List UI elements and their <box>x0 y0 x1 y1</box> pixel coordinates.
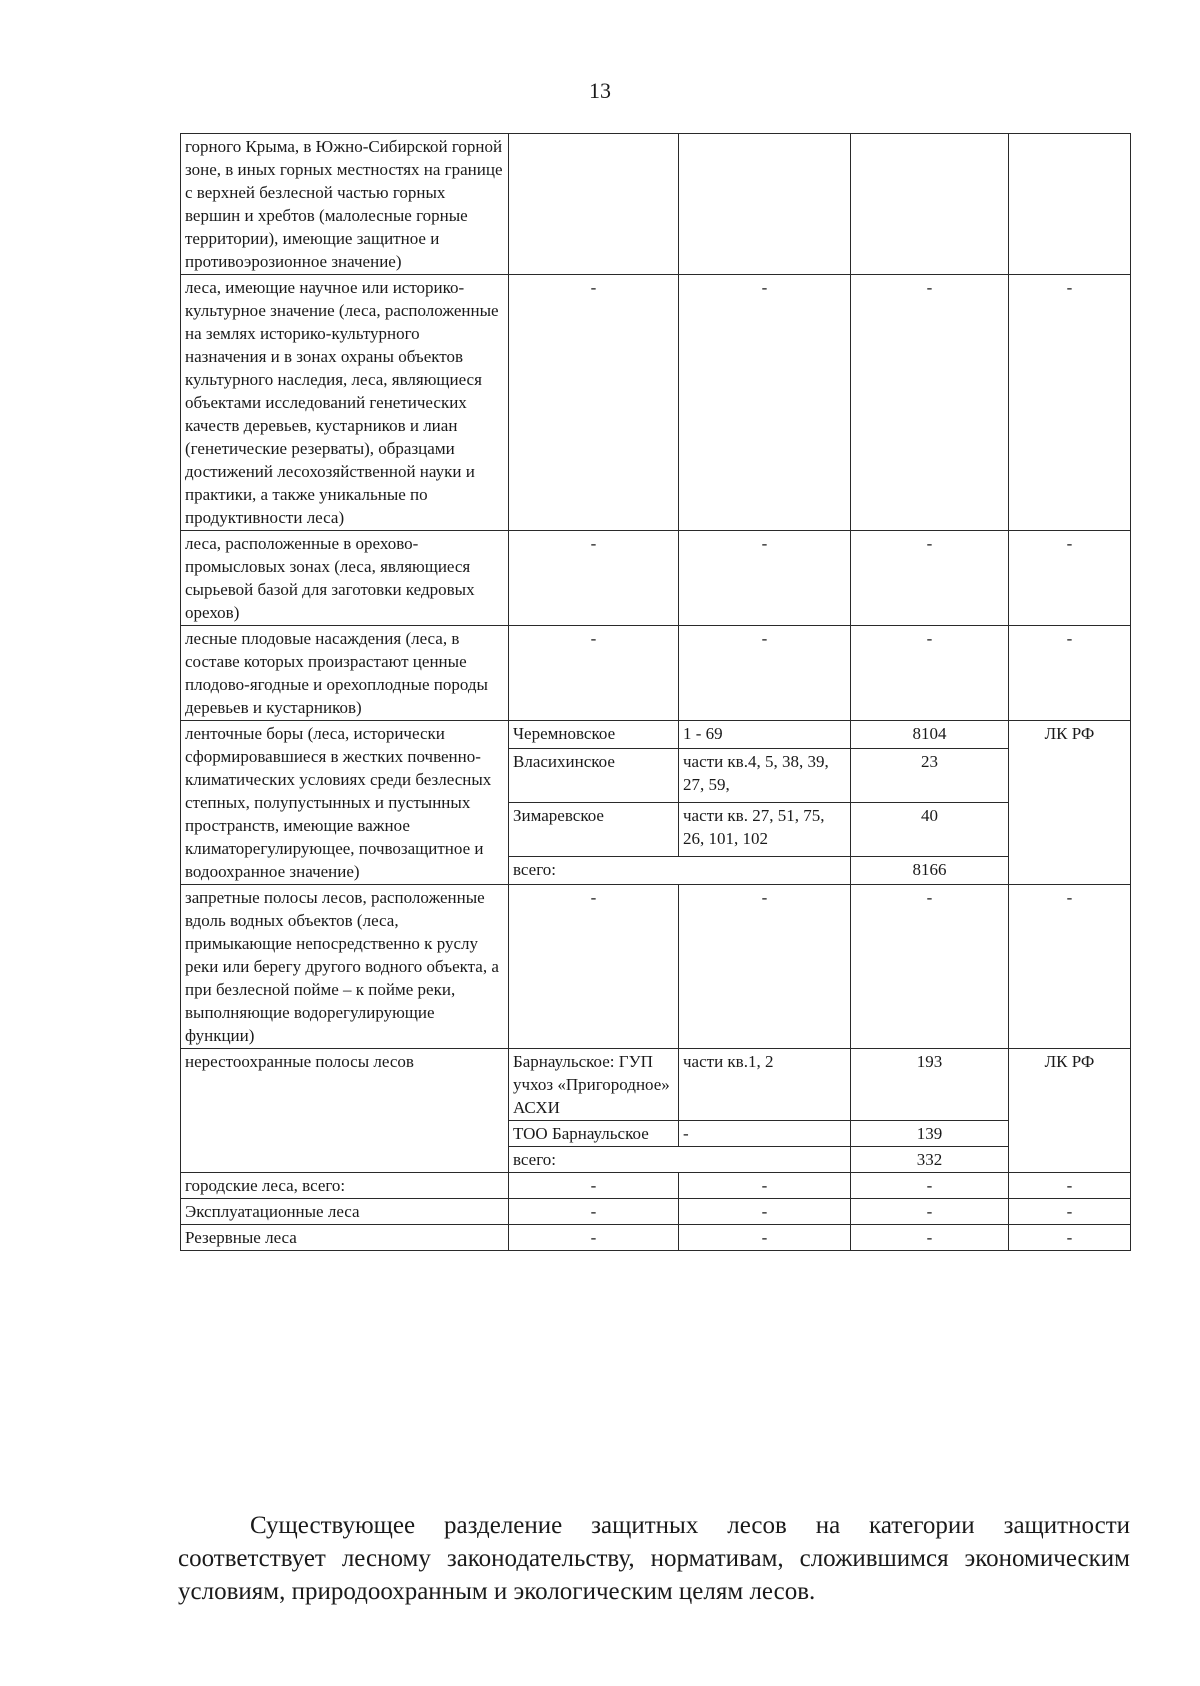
forest-categories-table <box>180 133 1131 1251</box>
quarters-cell: части кв. 27, 51, 75, 26, 101, 102 <box>679 802 851 856</box>
table-row <box>181 1049 1131 1121</box>
quarters-cell: части кв.1, 2 <box>679 1049 851 1121</box>
area-cell: 8104 <box>851 721 1009 749</box>
category-cell: запретные полосы лесов, расположенные вдоль водных объектов (леса, примыкающие непосредственно к руслу реки или берегу другого водного объекта, а при безлесной пойме – к пойме реки, выполняющие водорегулирующие функции) <box>181 885 509 1049</box>
table-cell: - <box>679 531 851 626</box>
category-cell: горного Крыма, в Южно-Сибирской горной зоне, в иных горных местностях на границе с верхней безлесной частью горных вершин и хребтов (малолесные горные территории), имеющие защитное и противоэрозионное значение) <box>181 134 509 275</box>
total-area-cell: 332 <box>851 1147 1009 1173</box>
table-cell: - <box>1009 626 1131 721</box>
table-cell <box>851 134 1009 275</box>
quarters-cell: 1 - 69 <box>679 721 851 749</box>
total-label-cell: всего: <box>509 1147 851 1173</box>
table-cell <box>509 134 679 275</box>
quarters-cell: - <box>679 1121 851 1147</box>
category-cell: городские леса, всего: <box>181 1173 509 1199</box>
table-row <box>181 275 1131 531</box>
table-cell: - <box>1009 1173 1131 1199</box>
total-label-cell: всего: <box>509 856 851 884</box>
table-cell: - <box>851 626 1009 721</box>
table-cell: - <box>679 1225 851 1251</box>
quarters-cell: части кв.4, 5, 38, 39, 27, 59, <box>679 749 851 803</box>
table-cell: - <box>851 885 1009 1049</box>
table-cell <box>679 134 851 275</box>
table-cell: - <box>679 1173 851 1199</box>
table-row <box>181 721 1131 749</box>
table-cell: - <box>1009 885 1131 1049</box>
table-cell: - <box>851 275 1009 531</box>
table-cell: - <box>679 885 851 1049</box>
table-cell: - <box>509 885 679 1049</box>
table-cell: - <box>1009 531 1131 626</box>
table-cell: - <box>1009 1199 1131 1225</box>
table-cell: - <box>1009 275 1131 531</box>
total-area-cell: 8166 <box>851 856 1009 884</box>
table-row <box>181 626 1131 721</box>
forestry-cell: Черемновское <box>509 721 679 749</box>
table-cell: - <box>851 1173 1009 1199</box>
category-cell: леса, расположенные в орехово-промысловых зонах (леса, являющиеся сырьевой базой для заготовки кедровых орехов) <box>181 531 509 626</box>
forestry-cell: ТОО Барнаульское <box>509 1121 679 1147</box>
table-cell: - <box>851 1199 1009 1225</box>
table-cell: - <box>851 1225 1009 1251</box>
table-row <box>181 885 1131 1049</box>
forestry-cell: Барнаульское: ГУП учхоз «Пригородное» АСХИ <box>509 1049 679 1121</box>
category-cell: ленточные боры (леса, исторически сформировавшиеся в жестких почвенно-климатических условиях среди безлесных степных, полупустынных и пустынных пространств, имеющие важное климаторегулирующее, почвозащитное и водоохранное значение) <box>181 721 509 885</box>
table-row <box>181 134 1131 275</box>
table-cell <box>1009 134 1131 275</box>
forestry-cell: Власихинское <box>509 749 679 803</box>
table-cell: - <box>509 275 679 531</box>
table-cell: - <box>509 626 679 721</box>
table-row <box>181 1173 1131 1199</box>
table-cell: - <box>509 531 679 626</box>
area-cell: 40 <box>851 802 1009 856</box>
table-cell: - <box>851 531 1009 626</box>
table-row <box>181 1225 1131 1251</box>
area-cell: 139 <box>851 1121 1009 1147</box>
category-cell: Резервные леса <box>181 1225 509 1251</box>
table-row <box>181 531 1131 626</box>
area-cell: 23 <box>851 749 1009 803</box>
table-cell: - <box>679 626 851 721</box>
category-cell: нерестоохранные полосы лесов <box>181 1049 509 1173</box>
area-cell: 193 <box>851 1049 1009 1121</box>
table-cell: - <box>1009 1225 1131 1251</box>
conclusion-paragraph: Существующее разделение защитных лесов на категории защитности соответствует лесному законодательству, нормативам, сложившимся экономическим условиям, природоохранным и экологическим целям лесов. <box>178 1512 1130 1605</box>
category-cell: лесные плодовые насаждения (леса, в составе которых произрастают ценные плодово-ягодные и орехоплодные породы деревьев и кустарников) <box>181 626 509 721</box>
basis-cell: ЛК РФ <box>1009 721 1131 885</box>
table-cell: - <box>509 1199 679 1225</box>
table-cell: - <box>679 1199 851 1225</box>
table-cell: - <box>509 1173 679 1199</box>
category-cell: леса, имеющие научное или историко-культурное значение (леса, расположенные на землях историко-культурного назначения и в зонах охраны объектов культурного наследия, леса, являющиеся объектами исследований генетических качеств деревьев, кустарников и лиан (генетические резерваты), образцами достижений лесохозяйственной науки и практики, а также уникальные по продуктивности леса) <box>181 275 509 531</box>
table-row <box>181 1199 1131 1225</box>
table-cell: - <box>509 1225 679 1251</box>
table-cell: - <box>679 275 851 531</box>
forestry-cell: Зимаревское <box>509 802 679 856</box>
page-number: 13 <box>589 78 611 103</box>
basis-cell: ЛК РФ <box>1009 1049 1131 1173</box>
category-cell: Эксплуатационные леса <box>181 1199 509 1225</box>
